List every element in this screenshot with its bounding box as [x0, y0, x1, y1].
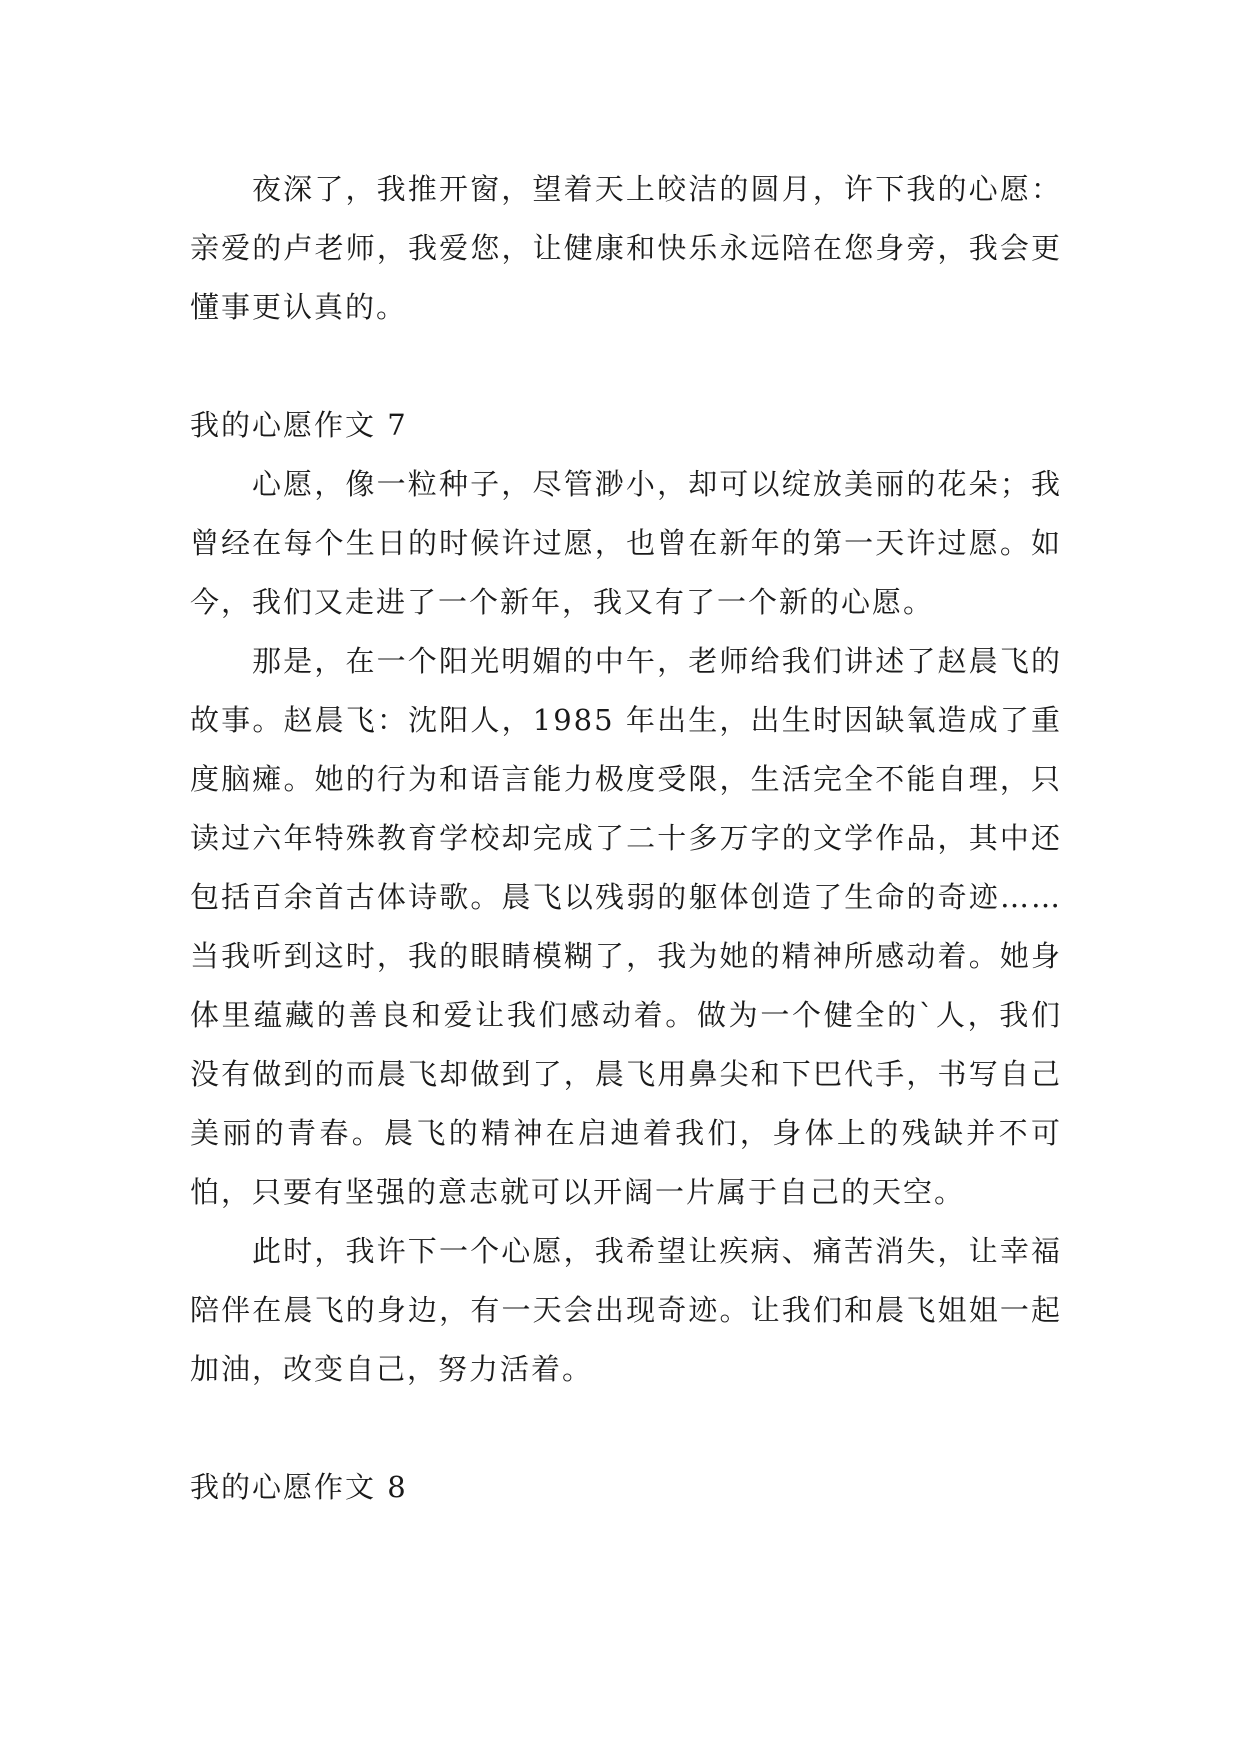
blank-line [190, 1399, 1062, 1458]
paragraph-zhao-chenfei-story: 那是，在一个阳光明媚的中午，老师给我们讲述了赵晨飞的故事。赵晨飞：沈阳人，1985 年出生，出生时因缺氧造成了重度脑瘫。她的行为和语言能力极度受限，生活完全不能自理，只读过六年特殊教育学校却完成了二十多万字的文学作品，其中还包括百余首古体诗歌。晨飞以残弱的躯体创造了生命的奇迹……当我听到这时，我的眼睛模糊了，我为她的精神所感动着。她身体里蕴藏的善良和爱让我们感动着。做为一个健全的`人，我们没有做到的而晨飞却做到了，晨飞用鼻尖和下巴代手，书写自己美丽的青春。晨飞的精神在启迪着我们，身体上的残缺并不可怕，只要有坚强的意志就可以开阔一片属于自己的天空。 [190, 644, 1062, 1209]
section-heading-7: 我的心愿作文 7 [190, 408, 408, 442]
paragraph-wish-seed: 心愿，像一粒种子，尽管渺小，却可以绽放美丽的花朵；我曾经在每个生日的时候许过愿，也曾在新年的第一天许过愿。如今，我们又走进了一个新年，我又有了一个新的心愿。 [190, 467, 1062, 619]
section-heading-8: 我的心愿作文 8 [190, 1470, 408, 1504]
blank-line [190, 337, 1062, 396]
document-body [190, 160, 1062, 1517]
paragraph-new-wish: 此时，我许下一个心愿，我希望让疾病、痛苦消失，让幸福陪伴在晨飞的身边，有一天会出现奇迹。让我们和晨飞姐姐一起加油，改变自己，努力活着。 [190, 1234, 1062, 1386]
paragraph-wish-teacher: 夜深了，我推开窗，望着天上皎洁的圆月，许下我的心愿：亲爱的卢老师，我爱您，让健康和快乐永远陪在您身旁，我会更懂事更认真的。 [190, 172, 1062, 324]
